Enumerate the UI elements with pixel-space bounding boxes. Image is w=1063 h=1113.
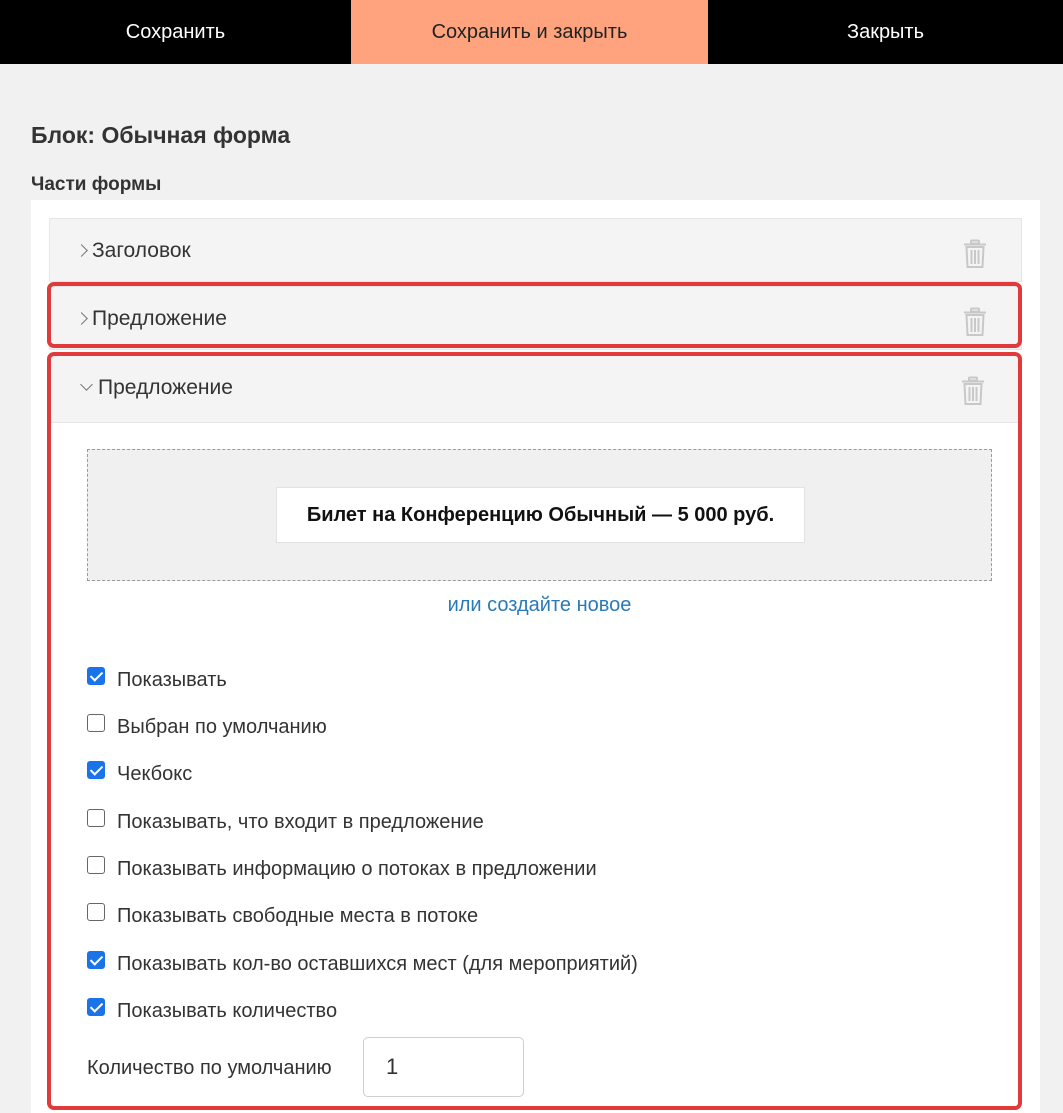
form-parts-title: Части формы — [31, 174, 162, 195]
chevron-right-icon[interactable] — [75, 244, 88, 257]
checkbox-label: Показывать кол-во оставшихся мест (для мероприятий) — [117, 953, 638, 975]
save-and-close-button[interactable]: Сохранить и закрыть — [351, 0, 708, 64]
save-button[interactable]: Сохранить — [0, 0, 351, 64]
form-part-header[interactable] — [49, 218, 1022, 282]
checkbox-label: Показывать информацию о потоках в предложении — [117, 858, 597, 880]
default-quantity-label: Количество по умолчанию — [87, 1057, 332, 1079]
toolbar — [0, 0, 1063, 64]
highlight-frame — [47, 282, 1022, 348]
form-part-label: Предложение — [92, 307, 227, 330]
offer-card[interactable]: Билет на Конференцию Обычный — 5 000 руб. — [276, 487, 805, 543]
checkbox-label: Выбран по умолчанию — [117, 716, 327, 738]
form-part-label: Заголовок — [92, 239, 191, 262]
block-title: Блок: Обычная форма — [31, 122, 291, 148]
checkbox-label: Чекбокс — [117, 763, 193, 785]
create-new-offer-link[interactable]: или создайте новое — [447, 594, 632, 616]
checkbox-label: Показывать количество — [117, 1000, 338, 1022]
trash-icon[interactable] — [962, 239, 988, 269]
highlight-frame — [47, 352, 1022, 1110]
close-button[interactable]: Закрыть — [708, 0, 1063, 64]
checkbox-label: Показывать, что входит в предложение — [117, 811, 484, 833]
checkbox-label: Показывать — [117, 669, 227, 691]
form-part-label: Предложение — [98, 376, 233, 399]
checkbox-label: Показывать свободные места в потоке — [117, 905, 479, 927]
